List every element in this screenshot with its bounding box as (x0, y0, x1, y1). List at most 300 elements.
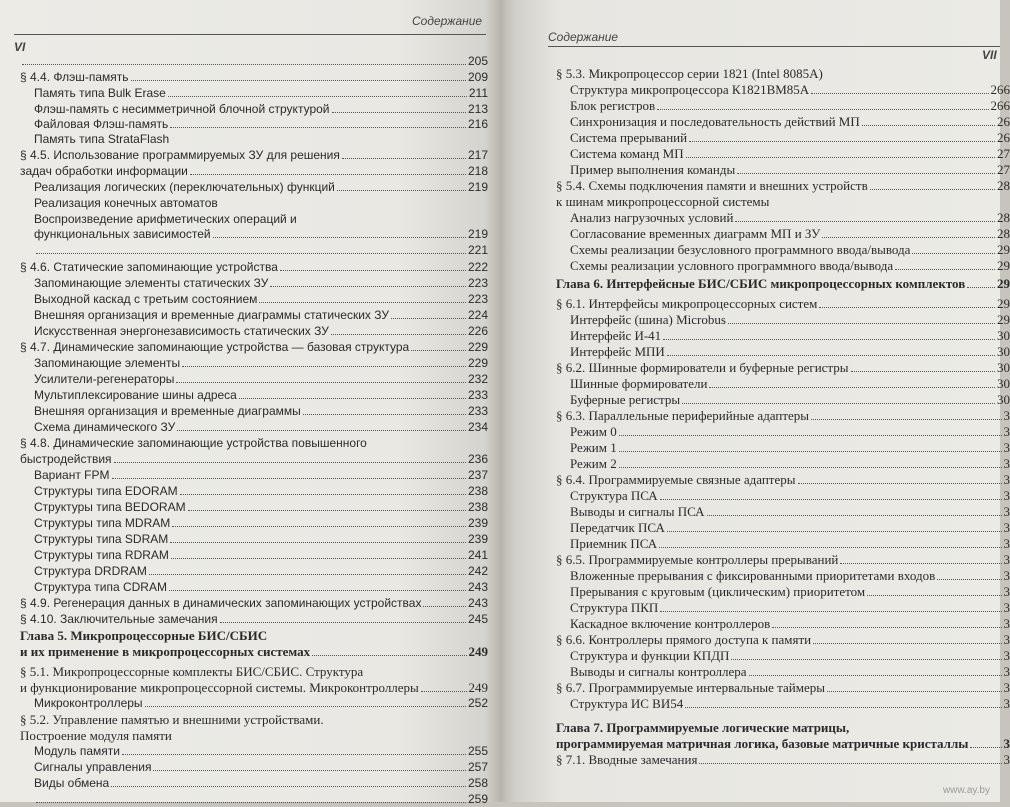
toc-page-number: 238 (468, 484, 488, 499)
toc-leader-dots (312, 655, 466, 656)
right-toc-entry (570, 424, 1010, 439)
toc-leader-dots (619, 435, 1002, 436)
toc-page-number: 241 (468, 548, 488, 563)
toc-entry-title: Структура ПСА (570, 488, 658, 503)
toc-page-number: 223 (468, 276, 488, 291)
toc-leader-dots (171, 558, 466, 559)
right-toc-entry (556, 360, 1010, 375)
toc-entry-title: Искусственная энергонезависимость статических ЗУ (34, 324, 329, 339)
right-toc-entry (570, 520, 1010, 535)
toc-entry-title: Память типа Bulk Erase (34, 86, 166, 101)
toc-page-number: 218 (468, 164, 488, 179)
toc-page-number: 243 (468, 580, 488, 595)
right-toc-entry (556, 408, 1010, 423)
toc-entry-title: Внешняя организация и временные диаграммы статических ЗУ (34, 308, 389, 323)
toc-leader-dots (970, 747, 1001, 748)
toc-entry-title: Построение модуля памяти (20, 728, 172, 743)
left-toc-entry (34, 132, 488, 147)
toc-entry-title: задач обработки информации (20, 164, 188, 179)
right-toc-entry (570, 146, 1010, 161)
toc-entry-title: § 4.10. Заключительные замечания (20, 612, 218, 627)
toc-page-number: 249 (469, 680, 489, 695)
toc-entry-title: Вложенные прерывания с фиксированными приоритетами входов (570, 568, 935, 583)
toc-entry-title: Файловая Флэш-память (34, 117, 168, 132)
toc-entry-title: § 4.7. Динамические запоминающие устройства — базовая структура (20, 340, 409, 355)
toc-leader-dots (772, 627, 1001, 628)
left-page-number: VI (14, 40, 25, 54)
toc-entry-title: Согласование временных диаграмм МП и ЗУ (570, 226, 820, 241)
right-toc-entry (556, 178, 1010, 193)
toc-leader-dots (332, 112, 466, 113)
toc-entry-title: Прерывания с круговым (циклическим) приоритетом (570, 584, 865, 599)
toc-leader-dots (421, 691, 467, 692)
toc-entry-title: § 6.2. Шинные формирователи и буферные регистры (556, 360, 849, 375)
toc-leader-dots (22, 64, 466, 65)
left-toc-entry (34, 324, 488, 339)
left-toc-entry (34, 760, 488, 775)
right-toc-entry (570, 344, 1010, 359)
toc-leader-dots (153, 770, 466, 771)
right-toc-entry (570, 98, 1010, 113)
toc-leader-dots (188, 510, 466, 511)
toc-leader-dots (660, 611, 1001, 612)
toc-page-number: 30 (997, 392, 1010, 407)
right-toc-entry (570, 392, 1010, 407)
toc-leader-dots (112, 478, 466, 479)
right-toc-entry (570, 664, 1010, 679)
toc-entry-title: § 5.4. Схемы подключения памяти и внешних устройств (556, 178, 868, 193)
toc-entry-title: Схема динамического ЗУ (34, 420, 175, 435)
toc-page-number: 3 (1004, 504, 1010, 519)
toc-entry-title: Воспроизведение арифметических операций и (34, 212, 297, 227)
toc-entry-title: § 6.4. Программируемые связные адаптеры (556, 472, 796, 487)
watermark: www.ay.by (943, 785, 990, 796)
left-toc-entry (34, 532, 488, 547)
toc-entry-title: § 4.4. Флэш-память (20, 70, 129, 85)
toc-page-number: 243 (468, 596, 488, 611)
left-toc-entry (34, 356, 488, 371)
right-toc-entry (556, 194, 1010, 209)
left-toc-entry (34, 696, 488, 711)
right-toc-entry (570, 568, 1010, 583)
toc-entry-title: § 5.2. Управление памятью и внешними устройствами. (20, 712, 324, 727)
toc-page-number: 29 (997, 258, 1010, 273)
right-toc-entry (570, 456, 1010, 471)
toc-entry-title: Структура типа CDRAM (34, 580, 167, 595)
toc-page-number: 28 (997, 226, 1010, 241)
left-toc-entry (34, 308, 488, 323)
toc-leader-dots (213, 237, 466, 238)
toc-page-number: 3 (1004, 408, 1010, 423)
toc-entry-title: Флэш-память с несимметричной блочной структурой (34, 102, 330, 117)
toc-page-number: 221 (468, 243, 488, 258)
left-toc-entry (34, 212, 488, 227)
right-toc-entry (556, 752, 1010, 767)
left-toc-entry (34, 792, 488, 807)
right-toc-entry (556, 296, 1010, 311)
toc-page-number: 232 (468, 372, 488, 387)
left-toc-entry (20, 54, 488, 69)
right-toc-entry (570, 536, 1010, 551)
right-toc-entry (570, 258, 1010, 273)
toc-entry-title: Каскадное включение контроллеров (570, 616, 770, 631)
toc-page-number: 3 (1004, 440, 1010, 455)
left-toc-entry (34, 276, 488, 291)
toc-leader-dots (663, 339, 995, 340)
toc-entry-title: Глава 7. Программируемые логические матрицы, (556, 720, 849, 735)
right-toc-entry (556, 66, 1010, 81)
toc-leader-dots (182, 366, 466, 367)
toc-leader-dots (827, 691, 1002, 692)
toc-leader-dots (36, 253, 466, 254)
toc-page-number: 27 (997, 146, 1010, 161)
toc-page-number: 234 (468, 420, 488, 435)
toc-page-number: 3 (1004, 632, 1010, 647)
left-toc-entry (34, 468, 488, 483)
right-toc-entry (570, 696, 1010, 711)
toc-entry-title: Синхронизация и последовательность действий МП (570, 114, 860, 129)
toc-page-number: 30 (997, 376, 1010, 391)
toc-leader-dots (709, 387, 995, 388)
toc-entry-title: Интерфейс (шина) Microbus (570, 312, 726, 327)
left-toc-entry (20, 728, 488, 743)
toc-leader-dots (822, 237, 995, 238)
toc-entry-title: § 6.5. Программируемые контроллеры прерываний (556, 552, 838, 567)
toc-page-number: 211 (469, 86, 488, 101)
toc-leader-dots (172, 526, 466, 527)
toc-leader-dots (114, 462, 466, 463)
toc-entry-title: Выводы и сигналы ПСА (570, 504, 705, 519)
toc-entry-title: § 5.3. Микропроцессор серии 1821 (Intel 8085A) (556, 66, 823, 81)
left-toc-entry (34, 484, 488, 499)
left-toc-entry (20, 436, 488, 451)
toc-page-number: 242 (468, 564, 488, 579)
left-toc-entry (34, 744, 488, 759)
toc-page-number: 257 (468, 760, 488, 775)
toc-leader-dots (280, 270, 466, 271)
toc-leader-dots (259, 302, 466, 303)
toc-leader-dots (659, 547, 1001, 548)
toc-page-number: 222 (468, 260, 488, 275)
toc-leader-dots (36, 802, 466, 803)
toc-entry-title: к шинам микропроцессорной системы (556, 194, 769, 209)
toc-leader-dots (176, 382, 466, 383)
toc-leader-dots (707, 515, 1002, 516)
right-toc-entry (570, 488, 1010, 503)
toc-entry-title: Структуры типа BEDORAM (34, 500, 186, 515)
left-toc-entry (20, 340, 488, 355)
toc-page-number: 3 (1004, 520, 1010, 535)
toc-entry-title: § 4.8. Динамические запоминающие устройства повышенного (20, 436, 367, 451)
toc-page-number: 30 (997, 360, 1010, 375)
toc-entry-title: Структуры типа MDRAM (34, 516, 170, 531)
toc-entry-title: Интерфейс МПИ (570, 344, 665, 359)
left-toc-entry (34, 86, 488, 101)
toc-entry-title: Модуль памяти (34, 744, 120, 759)
left-toc-entry (20, 612, 488, 627)
toc-entry-title: Вариант FPM (34, 468, 110, 483)
toc-leader-dots (737, 173, 995, 174)
toc-entry-title: Выходной каскад с третьим состоянием (34, 292, 257, 307)
toc-page-number: 29 (997, 242, 1010, 257)
toc-leader-dots (682, 403, 995, 404)
toc-entry-title: Структура ИС ВИ54 (570, 696, 683, 711)
toc-leader-dots (337, 190, 466, 191)
right-toc-entry (570, 226, 1010, 241)
toc-page-number: 3 (1004, 472, 1010, 487)
toc-leader-dots (798, 483, 1002, 484)
toc-page-number: 239 (468, 532, 488, 547)
toc-leader-dots (190, 174, 466, 175)
toc-page-number: 233 (468, 404, 488, 419)
toc-leader-dots (342, 158, 466, 159)
left-toc-entry (34, 420, 488, 435)
toc-page-number: 238 (468, 500, 488, 515)
right-toc-entry (570, 82, 1010, 97)
right-toc-entry (570, 616, 1010, 631)
toc-entry-title: Структура ПКП (570, 600, 658, 615)
left-toc-entry (20, 680, 488, 695)
toc-entry-title: Запоминающие элементы (34, 356, 180, 371)
toc-page-number: 3 (1004, 552, 1010, 567)
toc-page-number: 259 (468, 792, 488, 807)
left-running-head: Содержание (412, 14, 482, 28)
toc-page-number: 224 (468, 308, 488, 323)
toc-entry-title: и функционирование микропроцессорной системы. Микроконтроллеры (20, 680, 419, 695)
toc-entry-title: быстродействия (20, 452, 112, 467)
toc-page-number: 3 (1004, 680, 1010, 695)
right-page-number: VII (982, 48, 997, 62)
left-toc-entry (20, 164, 488, 179)
toc-entry-title: Глава 5. Микропроцессорные БИС/СБИС (20, 628, 267, 643)
right-running-head: Содержание (548, 30, 618, 44)
toc-page-number: 255 (468, 744, 488, 759)
left-toc-entry (20, 70, 488, 85)
toc-page-number: 216 (468, 117, 488, 132)
toc-leader-dots (331, 334, 466, 335)
toc-entry-title: Буферные регистры (570, 392, 680, 407)
toc-entry-title: Структуры типа RDRAM (34, 548, 169, 563)
right-toc-entry (556, 472, 1010, 487)
toc-page-number: 3 (1004, 616, 1010, 631)
toc-leader-dots (685, 707, 1001, 708)
toc-entry-title: § 6.1. Интерфейсы микропроцессорных систем (556, 296, 817, 311)
toc-leader-dots (411, 350, 466, 351)
toc-entry-title: § 4.6. Статические запоминающие устройства (20, 260, 278, 275)
toc-page-number: 209 (468, 70, 488, 85)
toc-entry-title: Режим 1 (570, 440, 617, 455)
toc-page-number: 3 (1004, 648, 1010, 663)
toc-leader-dots (391, 318, 466, 319)
right-toc-entry (570, 242, 1010, 257)
toc-entry-title: Структура DRDRAM (34, 564, 147, 579)
toc-page-number: 252 (468, 696, 488, 711)
left-toc-entry (34, 117, 488, 132)
toc-leader-dots (170, 542, 466, 543)
toc-entry-title: Запоминающие элементы статических ЗУ (34, 276, 268, 291)
toc-leader-dots (149, 574, 466, 575)
left-toc-entry (20, 644, 488, 659)
toc-entry-title: Система прерываний (570, 130, 687, 145)
left-toc-entry (34, 196, 488, 211)
toc-entry-title: § 4.9. Регенерация данных в динамических запоминающих устройствах (20, 596, 421, 611)
toc-entry-title: и их применение в микропроцессорных системах (20, 644, 310, 659)
toc-page-number: 3 (1004, 696, 1010, 711)
right-toc-entry (570, 584, 1010, 599)
left-toc-entry (34, 580, 488, 595)
right-toc-entry (570, 328, 1010, 343)
toc-entry-title: Структура и функции КПДП (570, 648, 729, 663)
left-toc-entry (34, 564, 488, 579)
toc-leader-dots (967, 287, 995, 288)
left-toc-entry (34, 776, 488, 791)
toc-leader-dots (667, 531, 1002, 532)
toc-page-number: 229 (468, 356, 488, 371)
left-toc-entry (34, 102, 488, 117)
toc-page-number: 3 (1004, 488, 1010, 503)
toc-entry-title: Пример выполнения команды (570, 162, 735, 177)
toc-page-number: 29 (997, 276, 1010, 291)
toc-page-number: 219 (468, 227, 488, 242)
toc-page-number: 29 (997, 312, 1010, 327)
right-toc-entry (556, 632, 1010, 647)
right-toc-entry (570, 504, 1010, 519)
right-toc-entry (570, 114, 1010, 129)
toc-entry-title: Сигналы управления (34, 760, 151, 775)
toc-leader-dots (867, 595, 1001, 596)
toc-page-number: 219 (468, 180, 488, 195)
right-toc-entry (570, 440, 1010, 455)
left-toc-entry (34, 243, 488, 258)
toc-leader-dots (145, 706, 466, 707)
toc-leader-dots (657, 109, 988, 110)
toc-page-number: 266 (991, 82, 1010, 97)
toc-leader-dots (749, 675, 1002, 676)
toc-page-number: 217 (468, 148, 488, 163)
toc-page-number: 28 (997, 178, 1010, 193)
toc-page-number: 223 (468, 292, 488, 307)
toc-leader-dots (699, 763, 1001, 764)
toc-page-number: 28 (997, 210, 1010, 225)
toc-entry-title: программируемая матричная логика, базовые матричные кристаллы (556, 736, 968, 751)
toc-entry-title: Режим 0 (570, 424, 617, 439)
toc-entry-title: Схемы реализации условного программного ввода/вывода (570, 258, 893, 273)
toc-page-number: 258 (468, 776, 488, 791)
toc-leader-dots (870, 189, 995, 190)
toc-entry-title: § 7.1. Вводные замечания (556, 752, 697, 767)
toc-entry-title: Мультиплексирование шины адреса (34, 388, 237, 403)
toc-entry-title: Интерфейс И-41 (570, 328, 661, 343)
toc-page-number: 213 (468, 102, 488, 117)
toc-leader-dots (819, 307, 995, 308)
toc-page-number: 27 (997, 162, 1010, 177)
left-header-rule (14, 34, 486, 35)
toc-entry-title: Внешняя организация и временные диаграммы (34, 404, 301, 419)
toc-page-number: 3 (1004, 456, 1010, 471)
toc-leader-dots (912, 253, 995, 254)
left-toc-entry (20, 596, 488, 611)
toc-entry-title: Анализ нагрузочных условий (570, 210, 733, 225)
toc-leader-dots (303, 414, 466, 415)
toc-page-number: 3 (1004, 664, 1010, 679)
toc-page-number: 237 (468, 468, 488, 483)
toc-entry-title: Передатчик ПСА (570, 520, 665, 535)
right-toc-entry (570, 648, 1010, 663)
left-toc-entry (34, 292, 488, 307)
toc-leader-dots (667, 355, 995, 356)
right-toc-entry (570, 600, 1010, 615)
toc-entry-title: Структуры типа EDORAM (34, 484, 178, 499)
toc-entry-title: Шинные формирователи (570, 376, 707, 391)
toc-leader-dots (111, 786, 466, 787)
toc-leader-dots (937, 579, 1001, 580)
toc-leader-dots (813, 643, 1001, 644)
toc-leader-dots (423, 606, 466, 607)
right-header-rule (548, 46, 1000, 47)
toc-page-number: 3 (1004, 752, 1010, 767)
toc-page-number: 266 (991, 98, 1010, 113)
right-toc-entry (556, 276, 1010, 291)
toc-entry-title: Структура микропроцессора К1821ВМ85А (570, 82, 809, 97)
toc-page-number: 3 (1004, 600, 1010, 615)
left-toc-entry (20, 712, 488, 727)
toc-leader-dots (811, 93, 988, 94)
toc-page-number: 30 (997, 344, 1010, 359)
toc-page-number: 205 (468, 54, 488, 69)
toc-entry-title: Память типа StrataFlash (34, 132, 169, 147)
toc-entry-title: Выводы и сигналы контроллера (570, 664, 747, 679)
toc-leader-dots (169, 590, 466, 591)
left-toc-entry (34, 372, 488, 387)
toc-leader-dots (239, 398, 466, 399)
toc-page-number: 233 (468, 388, 488, 403)
toc-entry-title: Приемник ПСА (570, 536, 657, 551)
right-toc-entry (570, 312, 1010, 327)
toc-entry-title: § 6.7. Программируемые интервальные таймеры (556, 680, 825, 695)
toc-page-number: 249 (469, 644, 489, 659)
toc-page-number: 245 (468, 612, 488, 627)
left-toc-entry (20, 664, 488, 679)
toc-page-number: 3 (1004, 736, 1010, 751)
toc-leader-dots (811, 419, 1001, 420)
toc-leader-dots (660, 499, 1002, 500)
toc-entry-title: Система команд МП (570, 146, 684, 161)
toc-page-number: 3 (1004, 536, 1010, 551)
toc-page-number: 226 (468, 324, 488, 339)
toc-page-number: 236 (468, 452, 488, 467)
toc-leader-dots (270, 286, 466, 287)
toc-entry-title: Структуры типа SDRAM (34, 532, 168, 547)
toc-entry-title: Режим 2 (570, 456, 617, 471)
toc-entry-title: § 5.1. Микропроцессорные комплекты БИС/СБИС. Структура (20, 664, 363, 679)
toc-leader-dots (686, 157, 995, 158)
toc-leader-dots (840, 563, 1001, 564)
toc-leader-dots (619, 451, 1002, 452)
toc-entry-title: Глава 6. Интерфейсные БИС/СБИС микропроцессорных комплектов (556, 276, 965, 291)
toc-leader-dots (735, 221, 995, 222)
toc-leader-dots (131, 80, 466, 81)
toc-leader-dots (170, 127, 466, 128)
left-toc-entry (34, 180, 488, 195)
toc-leader-dots (177, 430, 466, 431)
left-toc-entry (20, 260, 488, 275)
right-toc-entry (570, 130, 1010, 145)
left-toc-entry (34, 227, 488, 242)
toc-leader-dots (122, 754, 466, 755)
left-toc-entry (20, 148, 488, 163)
right-toc-entry (570, 210, 1010, 225)
toc-entry-title: Схемы реализации безусловного программного ввода/вывода (570, 242, 910, 257)
